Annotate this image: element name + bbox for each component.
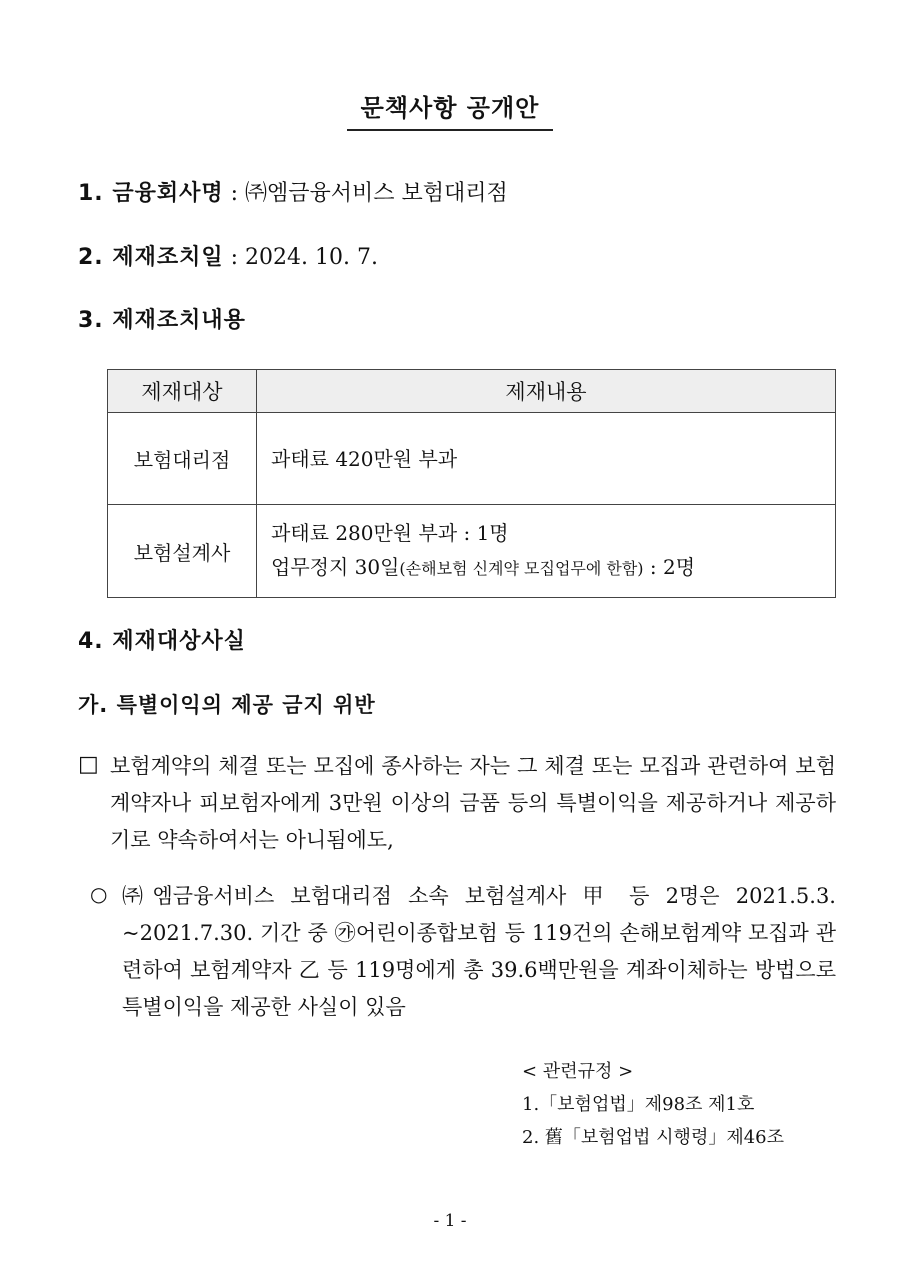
sanction-line: 과태료 420만원 부과 bbox=[271, 446, 458, 471]
section-company bbox=[78, 179, 508, 209]
document-title-wrap bbox=[0, 88, 900, 131]
sanction-line bbox=[271, 550, 834, 586]
table-cell-content bbox=[257, 505, 836, 598]
section-date bbox=[78, 243, 378, 273]
sanction-line-main: 업무정지 30일 bbox=[271, 555, 400, 579]
table-cell-target: 보험대리점 bbox=[108, 413, 257, 505]
table-cell-target: 보험설계사 bbox=[108, 505, 257, 598]
related-regulations bbox=[522, 1055, 784, 1154]
table-header-row bbox=[108, 370, 836, 413]
table-header-target: 제재대상 bbox=[108, 370, 257, 413]
sanction-line-note: (손해보험 신계약 모집업무에 한함) bbox=[399, 559, 644, 578]
regulation-item: 2. 舊「보험업법 시행령」제46조 bbox=[522, 1127, 785, 1148]
section-date-value: 2024. 10. 7. bbox=[245, 245, 378, 270]
section-company-label: 1. 금융회사명 bbox=[78, 181, 224, 206]
regulation-item: 1.「보험업법」제98조 제1호 bbox=[522, 1094, 755, 1115]
square-bullet-icon: □ bbox=[78, 752, 99, 777]
fact-paragraph: ㈜엠금융서비스 보험대리점 소속 보험설계사 甲 등 2명은 2021.5.3. ~2021.7.30. 기간 중 ㉮어린이종합보험 등 119건의 손해보험계약 모집과 관련하여 보험계약자 乙 등 119명에게 총 39.6백만원을 계좌이체하는 방법으로 특별이익을 제공한 사실이 있음 bbox=[122, 884, 836, 1019]
section-date-label: 2. 제재조치일 bbox=[78, 245, 224, 270]
table-cell-content bbox=[257, 413, 836, 505]
subsection-title-text: 가. 특별이익의 제공 금지 위반 bbox=[78, 693, 376, 717]
circle-bullet-icon: ○ bbox=[90, 882, 108, 906]
section-sanction-content bbox=[78, 306, 246, 336]
section-facts bbox=[78, 627, 246, 657]
subsection-title bbox=[78, 690, 376, 720]
section-sanction-content-label: 3. 제재조치내용 bbox=[78, 308, 246, 333]
document-title: 문책사항 공개안 bbox=[347, 88, 554, 131]
section-company-value: ㈜엠금융서비스 보험대리점 bbox=[245, 181, 508, 206]
table-row bbox=[108, 505, 836, 598]
section-company-sep: : bbox=[223, 181, 245, 206]
page-number: - 1 - bbox=[433, 1211, 467, 1231]
table-row bbox=[108, 413, 836, 505]
rule-paragraph: 보험계약의 체결 또는 모집에 종사하는 자는 그 체결 또는 모집과 관련하여 보험계약자나 피보험자에게 3만원 이상의 금품 등의 특별이익을 제공하거나 제공하기로 약속하여서는 아니됨에도, bbox=[110, 754, 836, 852]
sanction-line-count: : 2명 bbox=[643, 555, 696, 579]
section-facts-label: 4. 제재대상사실 bbox=[78, 629, 246, 654]
sanction-line: 과태료 280만원 부과 : 1명 bbox=[271, 521, 509, 545]
table-header-content: 제재내용 bbox=[257, 370, 836, 413]
sanction-table bbox=[107, 369, 836, 598]
section-date-sep: : bbox=[223, 245, 245, 270]
regulations-heading: < 관련규정 > bbox=[522, 1061, 634, 1082]
